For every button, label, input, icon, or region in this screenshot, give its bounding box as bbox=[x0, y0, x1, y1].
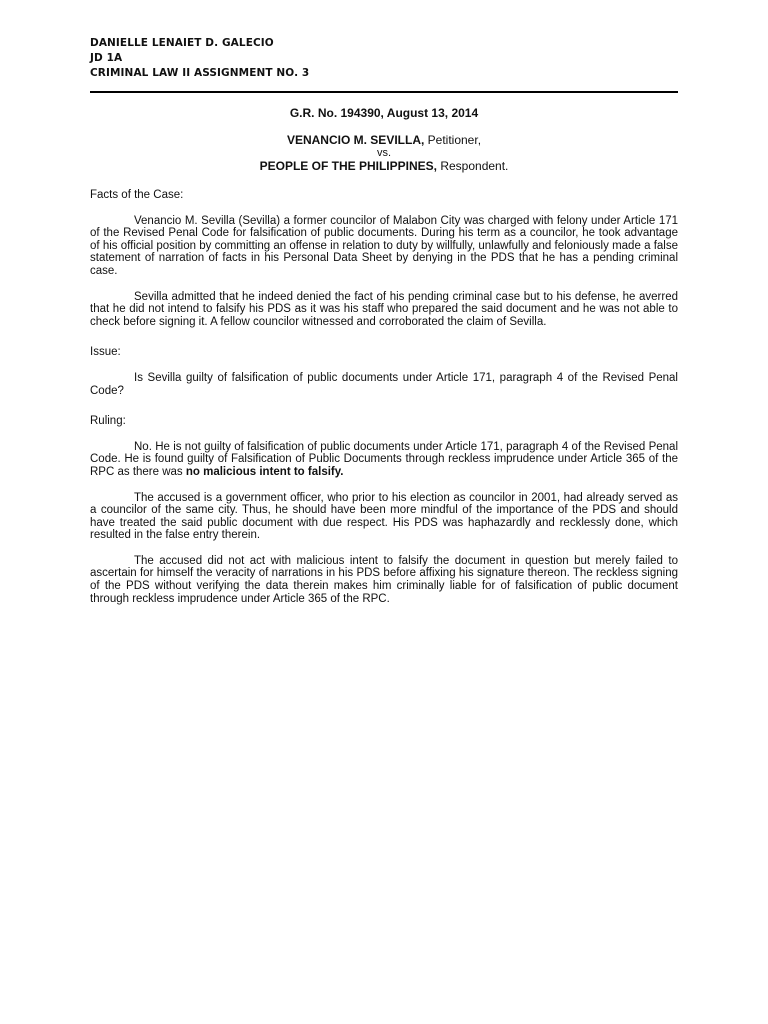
author-name: DANIELLE LENAIET D. GALECIO bbox=[90, 37, 274, 49]
facts-paragraph-1: Venancio M. Sevilla (Sevilla) a former councilor of Malabon City was charged with felony under Article 171 of the Revised Penal Code for falsification of public documents. During his term as a councilor, he took advantage of his official position by committing an offense in relation to duty by willfully, unlawfully and feloniously made a false statement of narration of facts in his Personal Data Sheet by denying in the PDS that he has a pending criminal case. bbox=[90, 214, 678, 277]
ruling-paragraph-1 bbox=[90, 441, 678, 479]
issue-paragraph: Is Sevilla guilty of falsification of public documents under Article 171, paragraph 4 of the Revised Penal Code? bbox=[90, 371, 678, 397]
petitioner-name: VENANCIO M. SEVILLA, bbox=[286, 133, 425, 147]
gr-number: G.R. No. 194390, August 13, 2014 bbox=[289, 106, 479, 120]
document-body bbox=[90, 189, 678, 605]
issue-label: Issue: bbox=[90, 346, 121, 359]
respondent-role: Respondent. bbox=[440, 159, 509, 173]
petitioner-line bbox=[90, 134, 678, 147]
header-divider bbox=[90, 91, 678, 93]
respondent-name: PEOPLE OF THE PHILIPPINES, bbox=[259, 159, 437, 173]
case-header bbox=[90, 107, 678, 173]
assignment-title: CRIMINAL LAW II ASSIGNMENT NO. 3 bbox=[90, 67, 310, 79]
ruling-label: Ruling: bbox=[90, 415, 126, 428]
class-section: JD 1A bbox=[90, 52, 123, 64]
versus: vs. bbox=[376, 147, 392, 159]
document-page bbox=[90, 36, 678, 605]
author-block bbox=[90, 36, 678, 81]
facts-paragraph-2: Sevilla admitted that he indeed denied the fact of his pending criminal case but to his defense, he averred that he did not intend to falsify his PDS as it was his staff who prepared the said document and he was not able to check before signing it. A fellow councilor witnessed and corroborated the claim of Sevilla. bbox=[90, 290, 678, 328]
ruling-paragraph-3: The accused did not act with malicious intent to falsify the document in question but merely failed to ascertain for himself the veracity of narrations in his PDS before affixing his signature thereon. The reckless signing of the PDS without verifying the data therein makes him criminally liable for of falsification of public document through reckless imprudence under Article 365 of the RPC. bbox=[90, 554, 678, 605]
respondent-line bbox=[90, 160, 678, 173]
ruling-emphasis: no malicious intent to falsify. bbox=[185, 465, 344, 478]
petitioner-role: Petitioner, bbox=[427, 133, 482, 147]
ruling-paragraph-1-text: No. He is not guilty of falsification of public documents under Article 171, paragraph 4 of the Revised Penal Code. He is found guilty of Falsification of Public Documents through reckless imprudence under Article 365 of the RPC as there was bbox=[90, 440, 678, 478]
ruling-paragraph-2: The accused is a government officer, who prior to his election as councilor in 2001, had already served as a councilor of the same city. Thus, he should have been more mindful of the importance of the PDS and should have treated the said public document with due respect. His PDS was haphazardly and recklessly done, which resulted in the false entry therein. bbox=[90, 491, 678, 542]
facts-label: Facts of the Case: bbox=[90, 189, 184, 201]
